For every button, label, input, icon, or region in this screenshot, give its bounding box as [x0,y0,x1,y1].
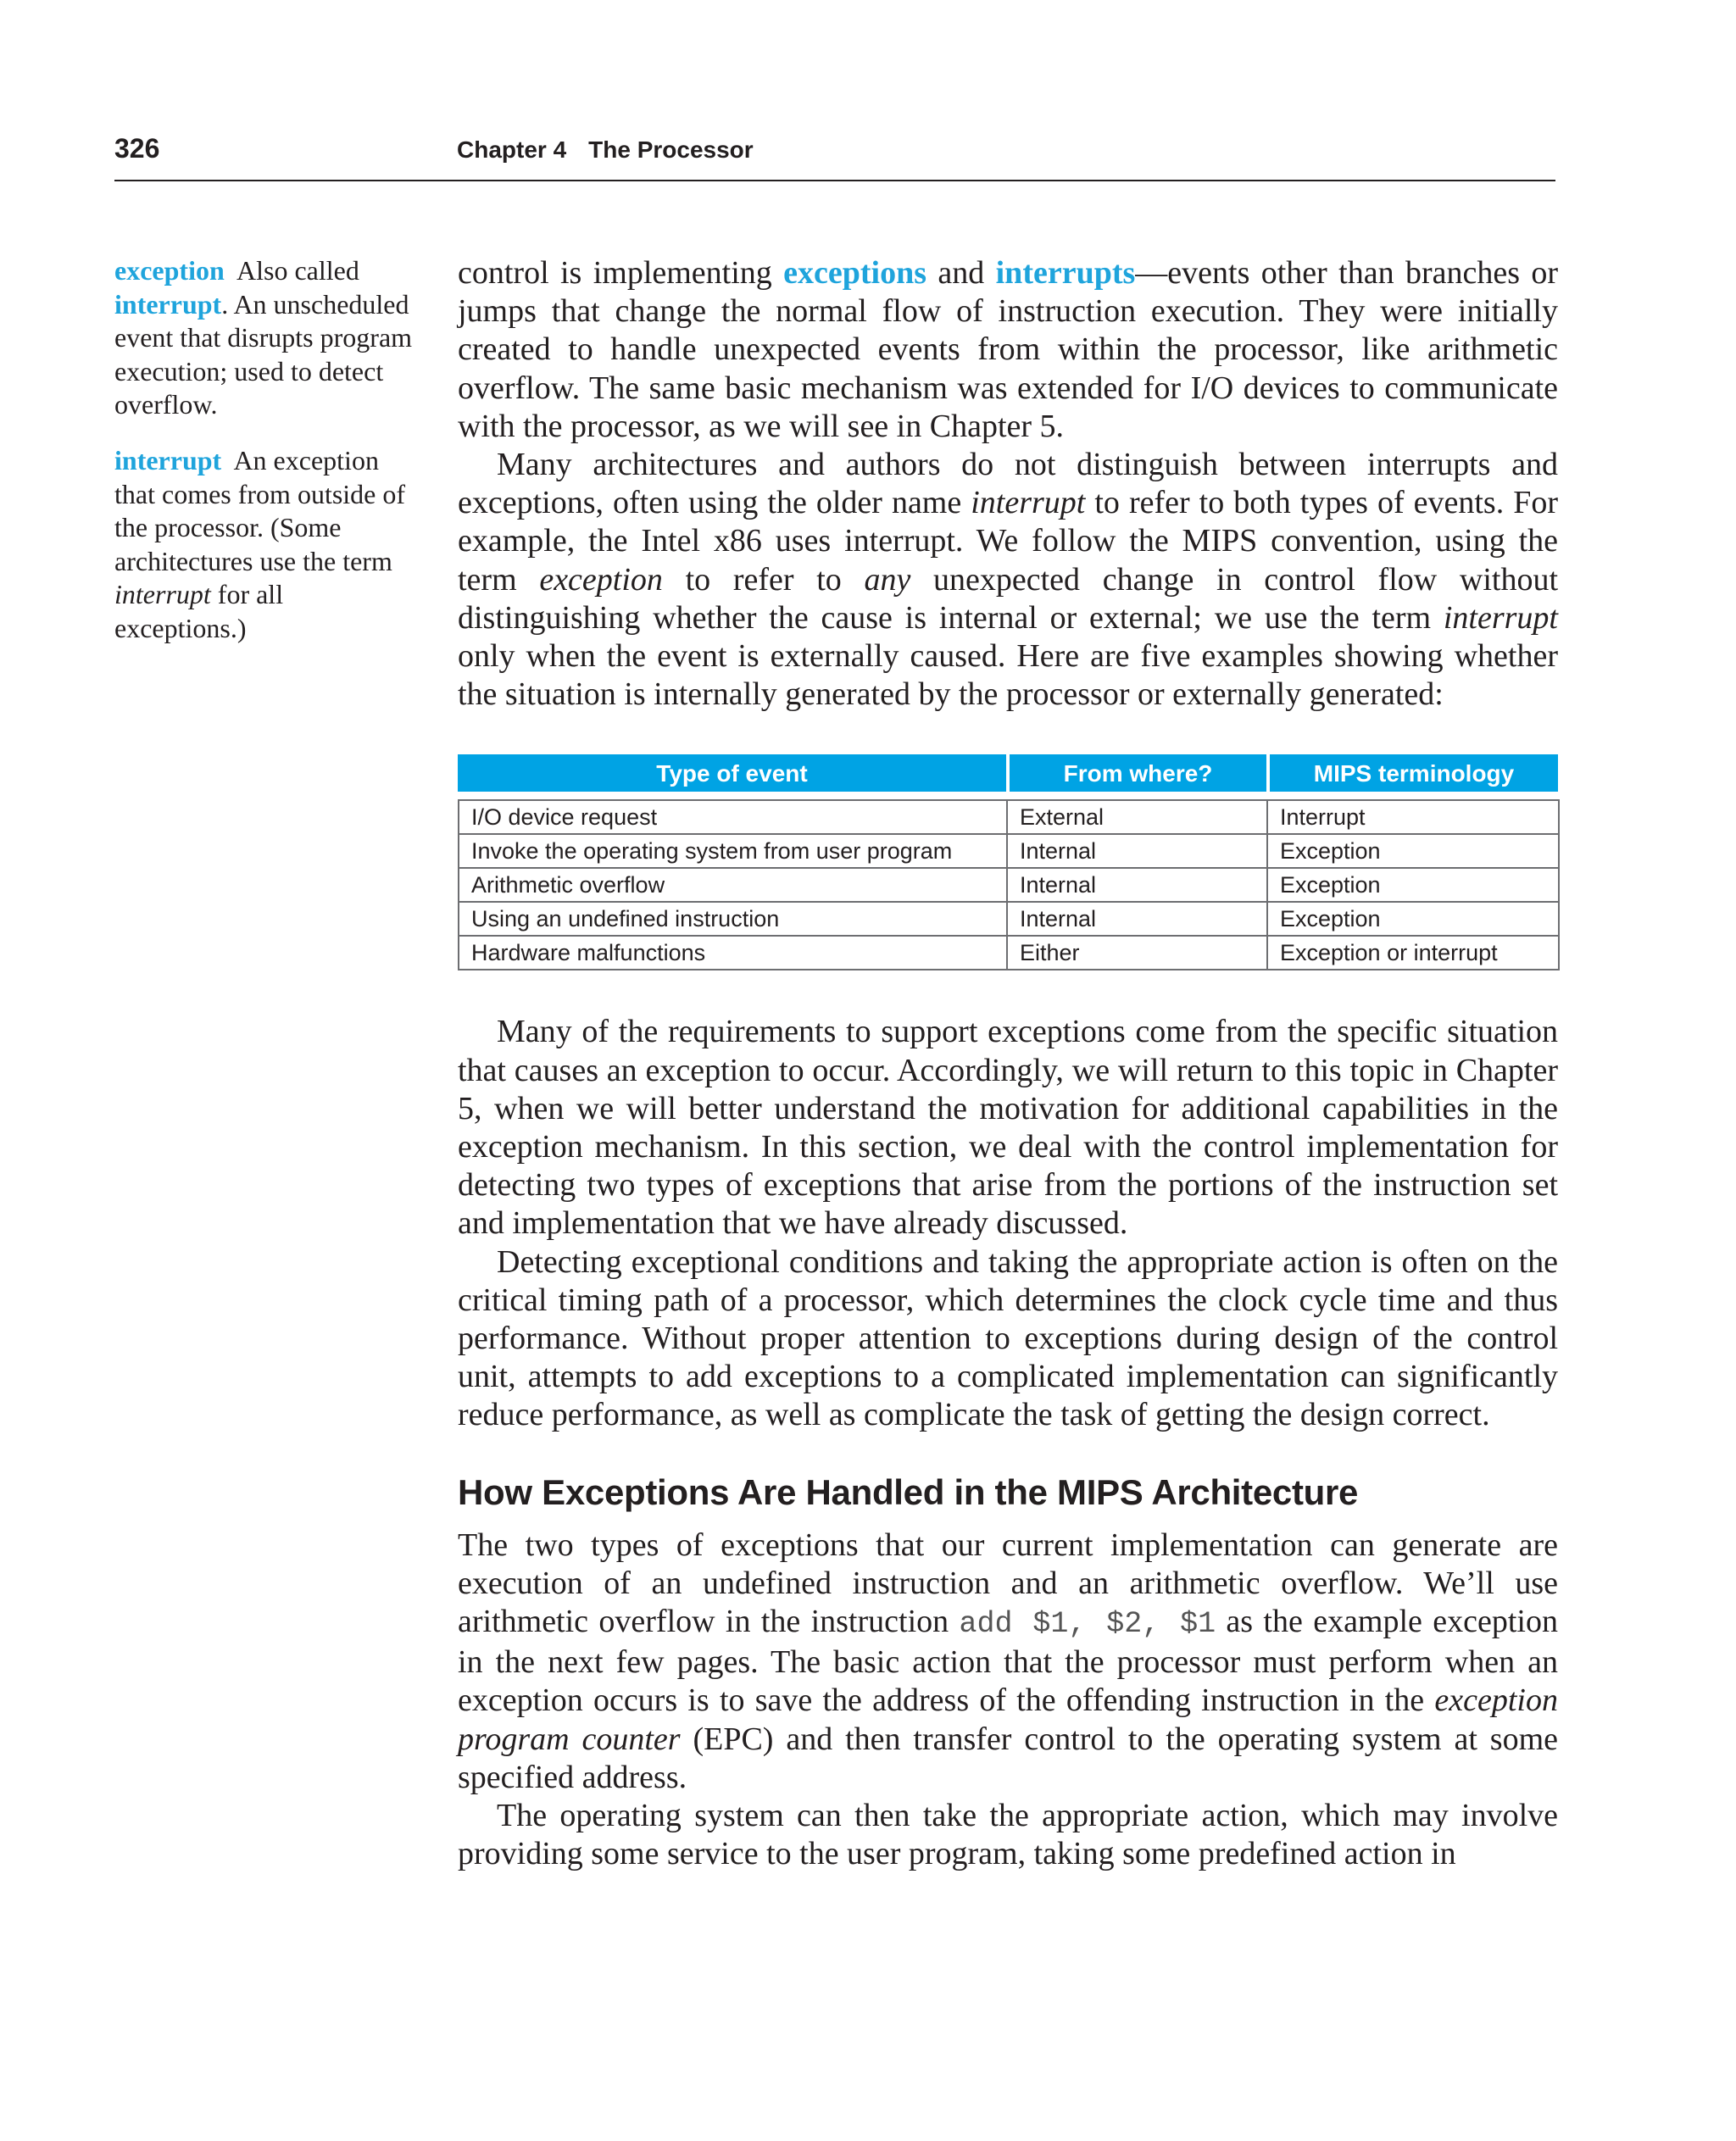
chapter-heading [457,135,754,165]
keyword-exceptions: exceptions [783,255,927,291]
glossary-italic: interrupt [114,579,211,610]
table-cell: Hardware malfunctions [459,936,1007,970]
table-row [459,868,1559,902]
paragraph-1: control is implementing exceptions and interrupts—events other than branches or jumps that change the normal flow of instruction execution. They were initially created to handle unexpected events from within the processor, like arithmetic overflow. The same basic mechanism was extended for I/O devices to communicate with the processor, as we will see in Chapter 5. [458,255,1559,444]
paragraph-6: The operating system can then take the appropriate action, which may involve providing some service to the user program, taking some predefined action in [458,1798,1558,1872]
table-cell: Arithmetic overflow [459,868,1007,902]
table-cell: Interrupt [1267,800,1559,834]
header-rule [114,180,1555,181]
table-row [459,902,1559,936]
table-cell: Internal [1007,868,1267,902]
glossary-term: interrupt [114,444,222,475]
table-row [459,800,1559,834]
event-table [458,754,1558,970]
paragraph-3: Many of the requirements to support exceptions come from the specific situation that causes an exception to occur. Accordingly, we will return to this topic in Chapter 5, when we will better understand the motivation for additional capabilities in the exception mechanism. In this section, we deal with the control implementation for detecting two types of exceptions that arise from the portions of the instruction set and implementation that we have already discussed. [458,1014,1558,1242]
column-header: MIPS terminology [1266,754,1558,792]
glossary-text: for all exceptions.) [114,579,284,643]
table-cell: Exception [1267,868,1559,902]
chapter-title: The Processor [588,136,754,163]
table-cell: Using an undefined instruction [459,902,1007,936]
glossary-text: An exception that comes from outside of the processor. (Some architectures use the term [114,444,406,576]
table-row [459,936,1559,970]
column-header: Type of event [458,754,1006,792]
paragraph-5: The two types of exceptions that our current implementation can generate are execution of an undefined instruction and an arithmetic overflow. We’ll use arithmetic overflow in the instruction add $1, $2, $1 as the example exception in the next few pages. The basic action that the processor must perform when an exception occurs is to save the address of the offending instruction in the exception program counter (EPC) and then transfer control to the operating system at some specified address. [458,1527,1558,1795]
table-cell: Internal [1007,902,1267,936]
glossary-text: Also called [236,255,359,286]
table-cell: Internal [1007,834,1267,868]
glossary-entry-interrupt [114,444,415,646]
table-cell: External [1007,800,1267,834]
table-body [458,799,1560,970]
section-heading: How Exceptions Are Handled in the MIPS Architecture [458,1471,1359,1512]
table-cell: Either [1007,936,1267,970]
chapter-label: Chapter 4 [457,136,567,163]
table-cell: Exception or interrupt [1267,936,1559,970]
column-header: From where? [1006,754,1266,792]
table-row [459,834,1559,868]
paragraph-4: Detecting exceptional conditions and taking the appropriate action is often on the critical timing path of a processor, which determines the clock cycle time and thus performance. Without proper attention to exceptions during design of the control unit, attempts to add exceptions to a complicated implementation can significantly reduce performance, as well as complicate the task of getting the design correct. [458,1243,1558,1433]
code-snippet: add $1, $2, $1 [959,1607,1216,1642]
table-cell: Invoke the operating system from user program [459,834,1007,868]
table-cell: I/O device request [459,800,1007,834]
paragraph-2: Many architectures and authors do not distinguish between interrupts and exceptions, often using the older name interrupt to refer to both types of events. For example, the Intel x86 uses interrupt. We follow the MIPS convention, using the term exception to refer to any unexpected change in control flow without distinguishing whether the cause is internal or external; we use the term interrupt only when the event is externally caused. Here are five examples showing whether the situation is internally generated by the processor or externally generated: [458,447,1559,713]
main-column [458,254,1558,1874]
glossary-entry-exception [114,254,415,422]
margin-glossary [114,254,415,668]
page-number: 326 [114,133,160,164]
table-cell: Exception [1267,902,1559,936]
glossary-term: exception [114,255,225,286]
keyword-interrupts: interrupts [995,255,1136,291]
glossary-text: . An unscheduled event that disrupts program execution; used to detect overflow. [114,288,413,420]
table-cell: Exception [1267,834,1559,868]
table-header [458,754,1558,792]
glossary-linked-term: interrupt [114,288,222,320]
